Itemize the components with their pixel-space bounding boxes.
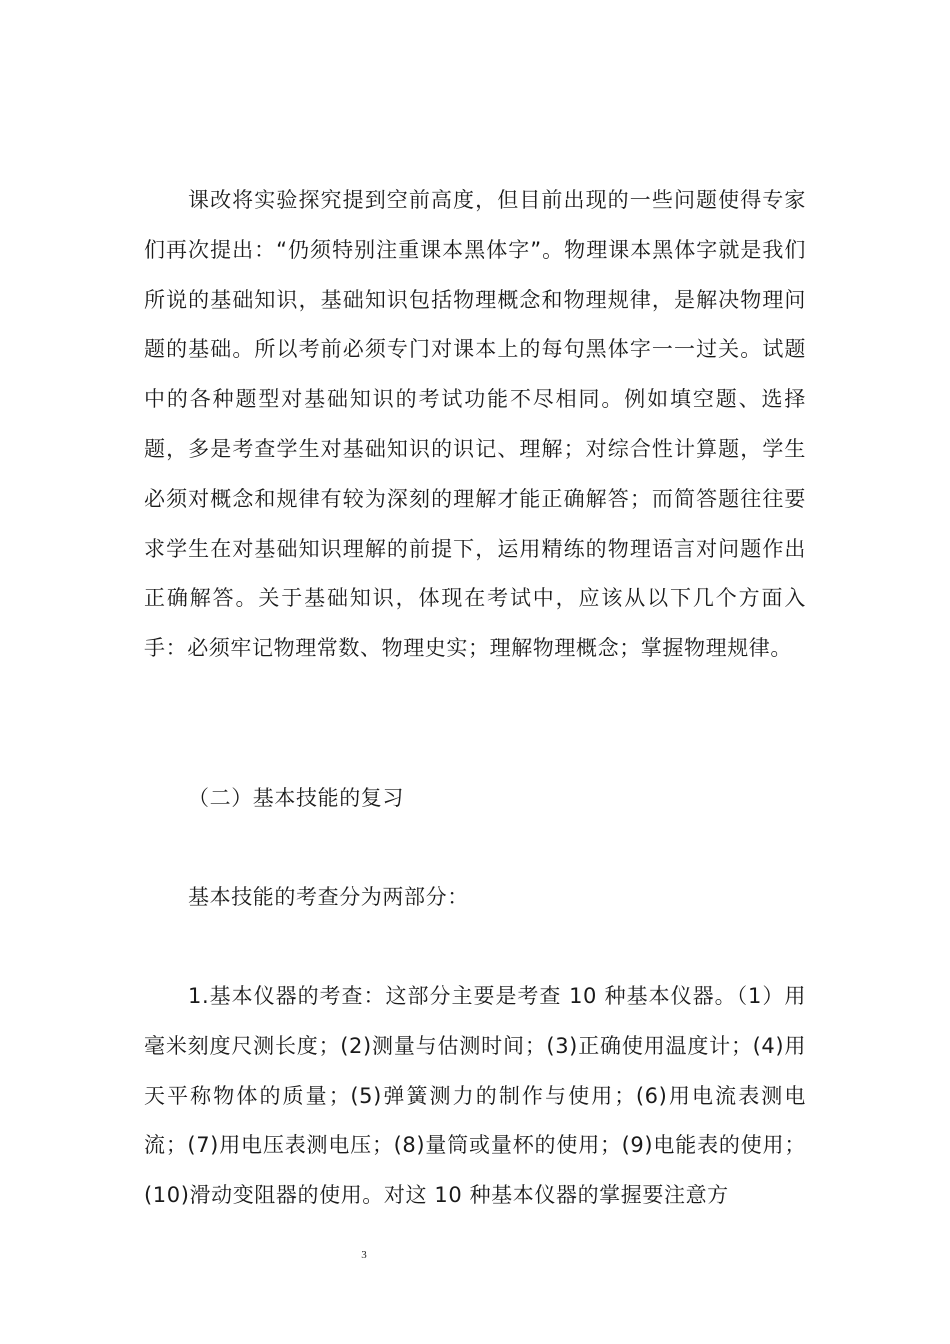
page-number: 3 [361, 1249, 367, 1261]
body-paragraph-skills-intro: 基本技能的考查分为两部分： [188, 885, 469, 909]
body-paragraph-basic-instruments: 1.基本仪器的考查：这部分主要是考查 10 种基本仪器。（1）用毫米刻度尺测长度；(2)测量与估测时间；(3)正确使用温度计；(4)用天平称物体的质量；(5)弹簧测力的制作与使用；(6)用电流表测电流；(7)用电压表测电压；(8)量筒或量杯的使用；(9)电能表的使用；(10)滑动变阻器的使用。对这 10 种基本仪器的掌握要注意方 [144, 984, 806, 1208]
section-heading-basic-skills: （二）基本技能的复习 [188, 786, 404, 810]
body-paragraph-basic-knowledge: 课改将实验探究提到空前高度，但目前出现的一些问题使得专家们再次提出：“仍须特别注重课本黑体字”。物理课本黑体字就是我们所说的基础知识，基础知识包括物理概念和物理规律，是解决物理问题的基础。所以考前必须专门对课本上的每句黑体字一一过关。试题中的各种题型对基础知识的考试功能不尽相同。例如填空题、选择题，多是考查学生对基础知识的识记、理解；对综合性计算题，学生必须对概念和规律有较为深刻的理解才能正确解答；而简答题往往要求学生在对基础知识理解的前提下，运用精练的物理语言对问题作出正确解答。关于基础知识，体现在考试中，应该从以下几个方面入手：必须牢记物理常数、物理史实；理解物理概念；掌握物理规律。 [144, 188, 806, 661]
